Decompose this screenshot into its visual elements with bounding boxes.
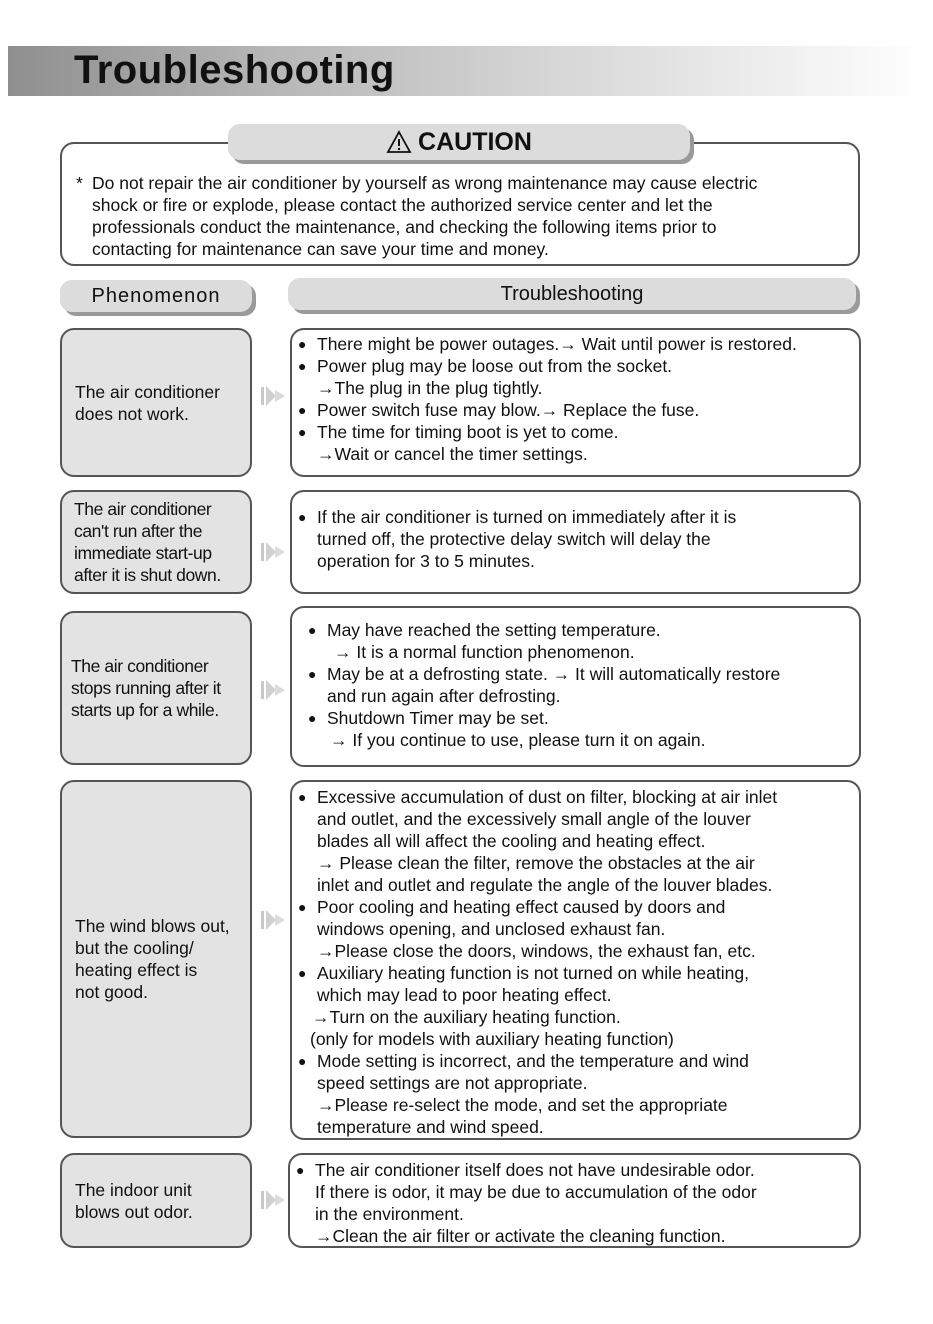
phenomenon-line: The air conditioner: [75, 381, 220, 402]
ts-line: →Wait or cancel the timer settings.: [317, 444, 588, 464]
phenomenon-cell: [60, 780, 252, 1138]
phenomenon-line: blows out odor.: [75, 1201, 193, 1222]
phenomenon-line: can't run after the: [74, 521, 203, 541]
ts-line: (only for models with auxiliary heating function): [310, 1029, 674, 1049]
phenomenon-line: immediate start-up: [74, 543, 212, 563]
ts-line: →Please close the doors, windows, the exhaust fan, etc.: [317, 941, 756, 961]
ts-line: ● Shutdown Timer may be set.: [302, 707, 859, 729]
ts-line: ● The time for timing boot is yet to come.: [292, 421, 859, 443]
ts-line: operation for 3 to 5 minutes.: [317, 551, 535, 571]
phenomenon-line: stops running after it: [71, 678, 221, 698]
caution-line: shock or fire or explode, please contact the authorized service center and let the: [92, 195, 713, 215]
ts-line: ● Mode setting is incorrect, and the temperature and wind: [292, 1050, 859, 1072]
ts-line: If there is odor, it may be due to accumulation of the odor: [315, 1182, 757, 1202]
caution-star: *: [76, 173, 83, 193]
ts-line: ● Auxiliary heating function is not turned on while heating,: [292, 962, 859, 984]
ts-line: temperature and wind speed.: [317, 1117, 544, 1137]
ts-line: inlet and outlet and regulate the angle of the louver blades.: [317, 875, 773, 895]
ts-line: turned off, the protective delay switch will delay the: [317, 529, 711, 549]
play-arrow-icon: [260, 1188, 288, 1212]
play-arrow-icon: [260, 384, 288, 408]
phenomenon-line: The wind blows out,: [75, 916, 230, 936]
phenomenon-cell: [60, 328, 252, 477]
play-arrow-icon: [260, 540, 288, 564]
page-title: Troubleshooting: [74, 48, 395, 92]
phenomenon-line: not good.: [75, 982, 148, 1002]
play-arrow-icon: [260, 678, 288, 702]
caution-line: Do not repair the air conditioner by yourself as wrong maintenance may cause electric: [92, 173, 758, 193]
ts-line: →Please re-select the mode, and set the appropriate: [317, 1095, 728, 1115]
caution-label: CAUTION: [418, 127, 532, 156]
phenomenon-line: after it is shut down.: [74, 565, 221, 585]
ts-line: blades all will affect the cooling and heating effect.: [317, 831, 706, 851]
ts-line: ● Power plug may be loose out from the socket.: [292, 355, 859, 377]
ts-line: →Clean the air filter or activate the cleaning function.: [315, 1226, 726, 1246]
phenomenon-header: Phenomenon: [60, 280, 252, 312]
phenomenon-line: The indoor unit: [75, 1179, 192, 1200]
play-arrow-icon: [260, 908, 288, 932]
ts-line: windows opening, and unclosed exhaust fan.: [317, 919, 666, 939]
troubleshooting-cell: [290, 490, 861, 594]
ts-line: → Please clean the filter, remove the obstacles at the air: [317, 853, 755, 873]
phenomenon-line: The air conditioner: [71, 656, 209, 676]
ts-line: ● May have reached the setting temperature.: [302, 619, 859, 641]
caution-header: [228, 124, 690, 160]
phenomenon-cell: [60, 490, 252, 594]
troubleshooting-header: Troubleshooting: [288, 278, 856, 310]
ts-line: speed settings are not appropriate.: [317, 1073, 588, 1093]
caution-text: [76, 172, 856, 260]
ts-line: and outlet, and the excessively small angle of the louver: [317, 809, 751, 829]
ts-line: → It is a normal function phenomenon.: [334, 642, 635, 662]
phenomenon-line: starts up for a while.: [71, 700, 219, 720]
caution-line: contacting for maintenance can save your time and money.: [92, 239, 549, 259]
troubleshooting-cell: [290, 606, 861, 767]
troubleshooting-cell: [290, 328, 861, 477]
ts-line: ● May be at a defrosting state. → It will automatically restore: [302, 663, 859, 685]
ts-line: ● Poor cooling and heating effect caused by doors and: [292, 896, 859, 918]
phenomenon-line: heating effect is: [75, 960, 198, 980]
ts-line: →Turn on the auxiliary heating function.: [312, 1007, 621, 1027]
phenomenon-line: does not work.: [75, 403, 189, 424]
phenomenon-line: The air conditioner: [74, 499, 212, 519]
ts-line: ● There might be power outages.→ Wait until power is restored.: [292, 333, 859, 355]
warning-triangle-icon: [386, 130, 412, 154]
troubleshooting-cell: [288, 1153, 861, 1248]
ts-line: in the environment.: [315, 1204, 464, 1224]
ts-line: ● If the air conditioner is turned on immediately after it is: [292, 506, 859, 528]
ts-line: ● The air conditioner itself does not have undesirable odor.: [290, 1159, 859, 1181]
phenomenon-cell: [60, 1153, 252, 1248]
phenomenon-line: but the cooling/: [75, 938, 194, 958]
ts-line: which may lead to poor heating effect.: [317, 985, 612, 1005]
troubleshooting-cell: [290, 780, 861, 1140]
ts-line: → If you continue to use, please turn it on again.: [330, 730, 706, 750]
ts-line: and run again after defrosting.: [327, 686, 561, 706]
caution-line: professionals conduct the maintenance, and checking the following items prior to: [92, 217, 717, 237]
ts-line: ● Power switch fuse may blow.→ Replace the fuse.: [292, 399, 859, 421]
ts-line: ● Excessive accumulation of dust on filter, blocking at air inlet: [292, 786, 859, 808]
phenomenon-cell: [60, 611, 252, 765]
ts-line: →The plug in the plug tightly.: [317, 378, 543, 398]
